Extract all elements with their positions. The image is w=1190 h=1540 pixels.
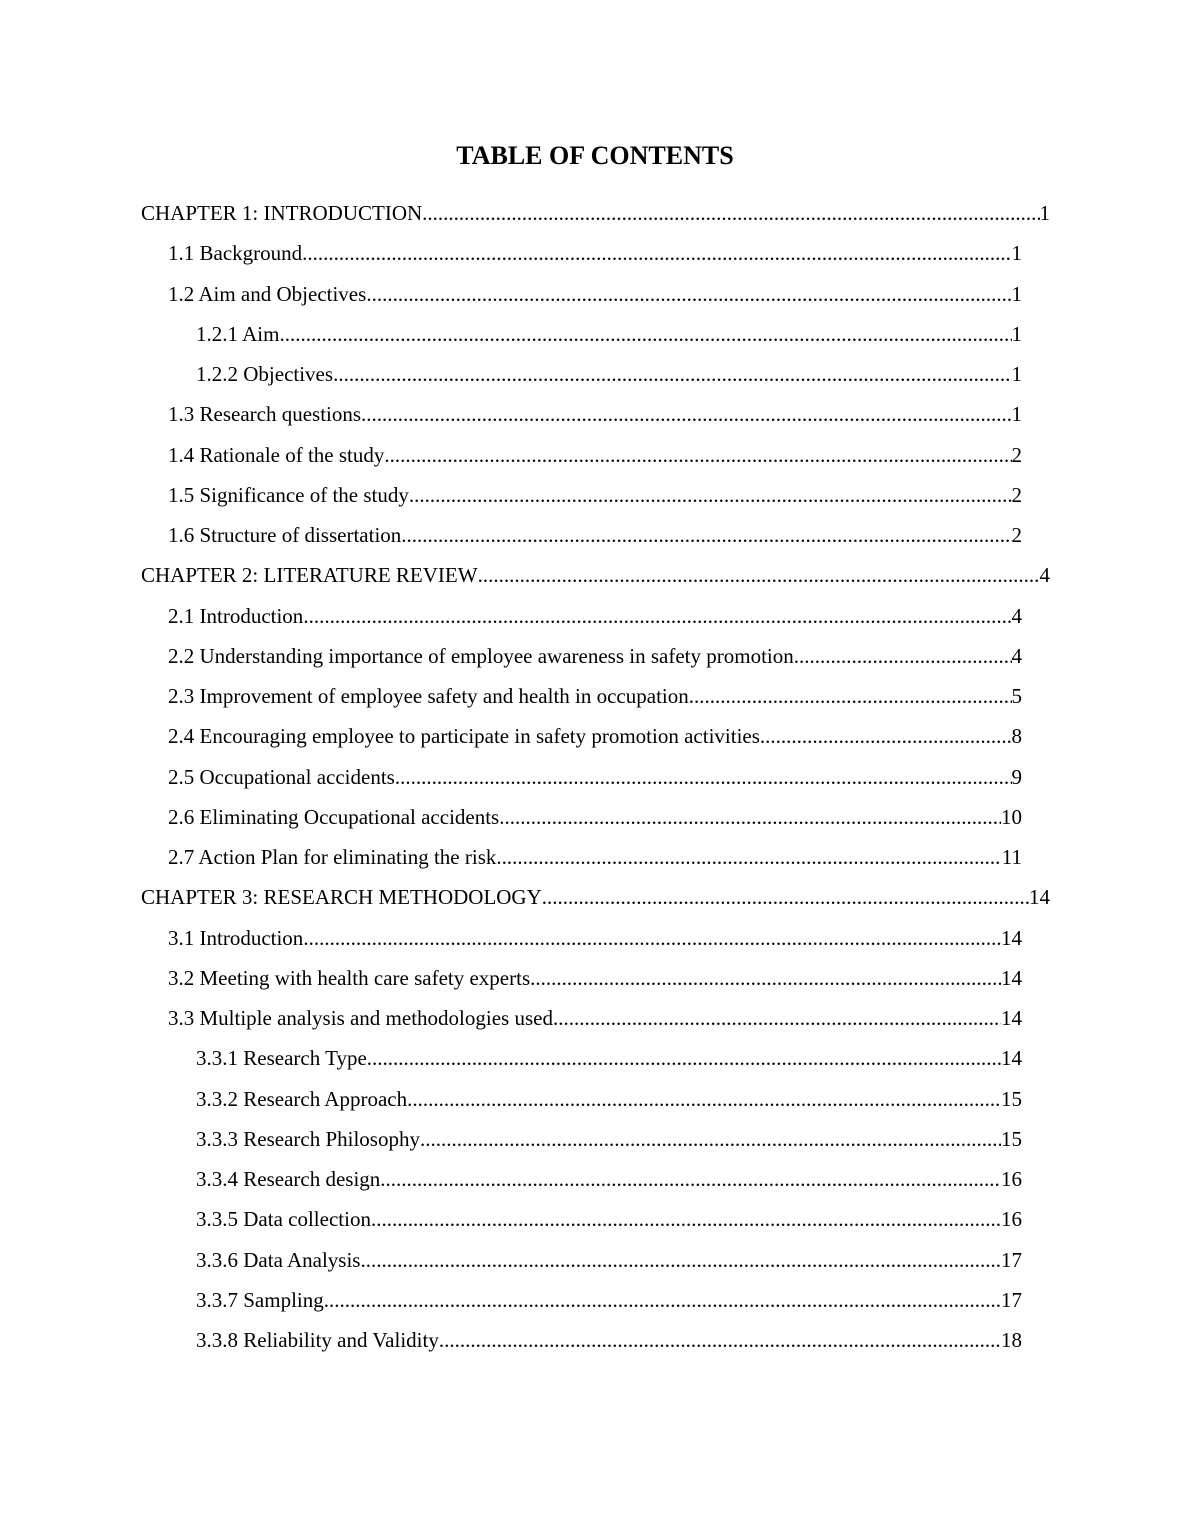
toc-page-number: 2 (1011, 523, 1022, 547)
toc-section-entry[interactable] (196, 1162, 1022, 1202)
toc-section-entry[interactable] (196, 317, 1022, 357)
toc-section-entry[interactable] (196, 357, 1022, 397)
toc-entry-label: 3.3.1 Research Type (196, 1046, 367, 1071)
toc-section-entry[interactable] (168, 478, 1022, 518)
toc-section-entry[interactable] (196, 1082, 1022, 1122)
toc-page-number: 18 (1001, 1328, 1022, 1352)
toc-entry-label: 1.6 Structure of dissertation (168, 523, 402, 547)
toc-page-number: 4 (1011, 643, 1022, 668)
toc-entry-label: 1.2.1 Aim (196, 321, 280, 346)
toc-dot-leader (542, 880, 1029, 914)
toc-chapter-entry[interactable] (141, 196, 1050, 236)
toc-section-entry[interactable] (196, 1202, 1022, 1242)
toc-section-entry[interactable] (196, 1041, 1022, 1081)
toc-section-entry[interactable] (196, 1122, 1022, 1162)
toc-entry-label: 2.6 Eliminating Occupational accidents (168, 804, 500, 829)
toc-page-number: 1 (1039, 201, 1050, 225)
toc-section-entry[interactable] (168, 921, 1022, 961)
toc-entry-label: 2.3 Improvement of employee safety and health in occupation (168, 684, 689, 708)
toc-section-entry[interactable] (168, 760, 1022, 800)
toc-dot-leader (303, 599, 1011, 633)
toc-page-number: 9 (1011, 764, 1022, 789)
page-title: TABLE OF CONTENTS (456, 141, 734, 170)
toc-page-number: 15 (1001, 1086, 1022, 1111)
toc-page-number: 4 (1039, 563, 1050, 588)
toc-dot-leader (496, 840, 1001, 874)
toc-section-entry[interactable] (168, 1001, 1022, 1041)
toc-section-entry[interactable] (168, 277, 1022, 317)
toc-entry-label: 3.3.5 Data collection (196, 1207, 371, 1232)
toc-entry-label: 3.3.8 Reliability and Validity (196, 1328, 439, 1352)
toc-entry-label: CHAPTER 3: RESEARCH METHODOLOGY (141, 885, 542, 910)
toc-dot-leader (553, 1001, 1001, 1035)
toc-dot-leader (333, 357, 1011, 391)
toc-dot-leader (303, 921, 1001, 955)
toc-section-entry[interactable] (168, 840, 1022, 880)
toc-dot-leader (384, 438, 1011, 472)
toc-section-entry[interactable] (168, 679, 1022, 719)
toc-dot-leader (499, 800, 1001, 834)
toc-section-entry[interactable] (168, 800, 1022, 840)
toc-dot-leader (409, 478, 1012, 512)
toc-entry-label: 1.3 Research questions (168, 402, 362, 427)
toc-dot-leader (395, 760, 1012, 794)
toc-entry-label: 2.7 Action Plan for eliminating the risk (168, 845, 497, 869)
table-of-contents (0, 196, 1190, 1363)
toc-entry-label: 3.3.6 Data Analysis (196, 1247, 361, 1272)
toc-entry-label: 1.2 Aim and Objectives (168, 281, 367, 306)
toc-entry-label: 1.4 Rationale of the study (168, 442, 385, 467)
toc-page-number: 17 (1001, 1287, 1022, 1312)
toc-page-number: 14 (1029, 885, 1050, 910)
toc-page-number: 14 (1001, 925, 1022, 950)
toc-dot-leader (478, 558, 1040, 592)
toc-page-number: 11 (1001, 845, 1022, 869)
toc-dot-leader (279, 317, 1011, 351)
toc-page-number: 1 (1011, 321, 1022, 346)
toc-entry-label: 3.3 Multiple analysis and methodologies used (168, 1006, 553, 1030)
toc-section-entry[interactable] (168, 599, 1022, 639)
toc-chapter-entry[interactable] (141, 880, 1050, 920)
toc-dot-leader (420, 1122, 1001, 1156)
toc-dot-leader (360, 1243, 1001, 1277)
toc-dot-leader (530, 961, 1001, 995)
toc-dot-leader (760, 719, 1012, 753)
toc-entry-label: 2.4 Encouraging employee to participate in safety promotion activities (168, 724, 760, 749)
toc-entry-label: 3.2 Meeting with health care safety experts (168, 965, 531, 990)
toc-page-number: 17 (1001, 1247, 1022, 1272)
toc-dot-leader (324, 1283, 1001, 1317)
toc-section-entry[interactable] (196, 1323, 1022, 1363)
toc-section-entry[interactable] (196, 1243, 1022, 1283)
toc-page-number: 10 (1001, 804, 1022, 829)
toc-dot-leader (439, 1323, 1001, 1357)
toc-entry-label: 3.1 Introduction (168, 925, 304, 950)
toc-entry-label: 2.2 Understanding importance of employee awareness in safety promotion (168, 643, 794, 668)
toc-dot-leader (366, 277, 1011, 311)
toc-page-number: 2 (1011, 442, 1022, 467)
toc-page-number: 1 (1011, 402, 1022, 427)
toc-entry-label: 3.3.7 Sampling (196, 1287, 324, 1312)
toc-entry-label: CHAPTER 1: INTRODUCTION (141, 201, 423, 225)
toc-section-entry[interactable] (168, 639, 1022, 679)
toc-page-number: 1 (1011, 362, 1022, 386)
toc-page-number: 5 (1011, 684, 1022, 708)
toc-section-entry[interactable] (168, 397, 1022, 437)
toc-section-entry[interactable] (196, 1283, 1022, 1323)
toc-chapter-entry[interactable] (141, 558, 1050, 598)
toc-section-entry[interactable] (168, 236, 1022, 276)
toc-section-entry[interactable] (168, 961, 1022, 1001)
toc-entry-label: 3.3.2 Research Approach (196, 1086, 408, 1111)
toc-dot-leader (401, 518, 1011, 552)
toc-entry-label: 1.1 Background (168, 241, 303, 266)
toc-entry-label: 3.3.3 Research Philosophy (196, 1126, 420, 1151)
toc-section-entry[interactable] (168, 518, 1022, 558)
toc-dot-leader (689, 679, 1012, 713)
toc-dot-leader (302, 236, 1011, 270)
toc-entry-label: 2.5 Occupational accidents (168, 764, 395, 789)
toc-page-number: 15 (1001, 1126, 1022, 1151)
toc-dot-leader (422, 196, 1039, 230)
toc-dot-leader (380, 1162, 1001, 1196)
toc-page-number: 16 (1001, 1207, 1022, 1232)
toc-entry-label: CHAPTER 2: LITERATURE REVIEW (141, 563, 478, 588)
toc-dot-leader (371, 1202, 1001, 1236)
toc-page-number: 8 (1011, 724, 1022, 749)
toc-dot-leader (361, 397, 1011, 431)
toc-page-number: 1 (1011, 241, 1022, 266)
toc-page-number: 14 (1001, 1046, 1022, 1071)
toc-page-number: 14 (1001, 965, 1022, 990)
toc-page-number: 2 (1011, 482, 1022, 507)
toc-dot-leader (794, 639, 1012, 673)
toc-entry-label: 1.5 Significance of the study (168, 482, 409, 507)
toc-entry-label: 3.3.4 Research design (196, 1167, 381, 1191)
toc-entry-label: 2.1 Introduction (168, 603, 304, 628)
toc-page-number: 16 (1001, 1167, 1022, 1191)
toc-section-entry[interactable] (168, 438, 1022, 478)
toc-page-number: 14 (1001, 1006, 1022, 1030)
toc-section-entry[interactable] (168, 719, 1022, 759)
toc-page-number: 4 (1011, 603, 1022, 628)
toc-page-number: 1 (1011, 281, 1022, 306)
toc-entry-label: 1.2.2 Objectives (196, 362, 334, 386)
toc-dot-leader (367, 1041, 1001, 1075)
toc-dot-leader (407, 1082, 1001, 1116)
